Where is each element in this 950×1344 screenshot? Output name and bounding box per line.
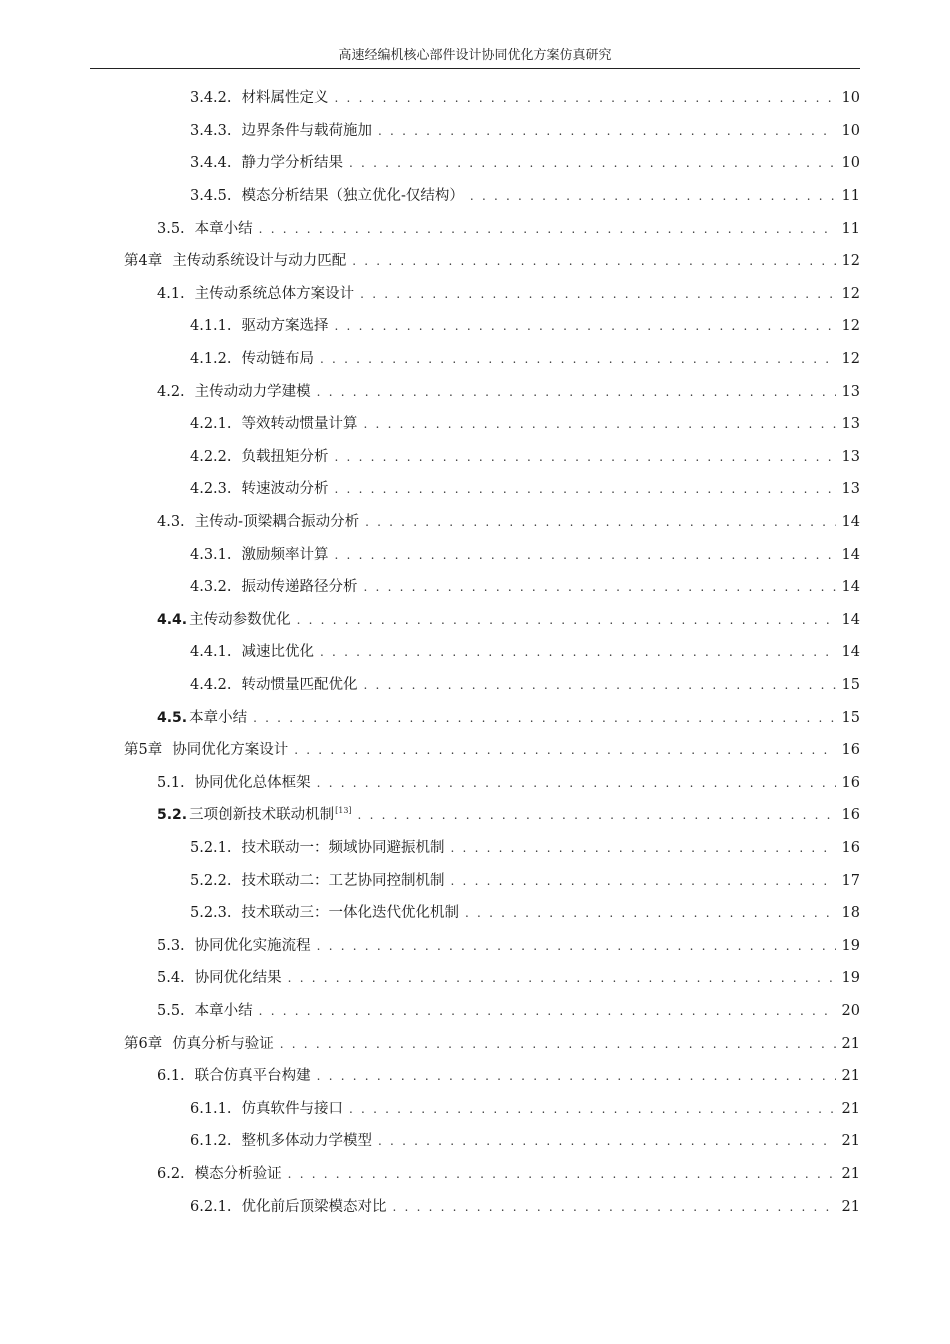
toc-number: 3.5.: [157, 221, 185, 237]
toc-page: 16: [841, 775, 860, 791]
toc-number: 4.1.1.: [190, 318, 232, 334]
toc-title: 联合仿真平台构建: [194, 1068, 311, 1084]
toc-entry[interactable]: [157, 1162, 860, 1190]
toc-title: 协同优化方案设计: [172, 742, 289, 758]
toc-title: 模态分析结果（独立优化-仅结构）: [241, 188, 464, 204]
toc-entry[interactable]: [190, 673, 860, 701]
toc-page: 18: [841, 905, 860, 921]
toc-number: 4.3.1.: [190, 547, 232, 563]
toc-entry[interactable]: [190, 640, 860, 668]
toc-title: 整机多体动力学模型: [241, 1133, 373, 1149]
toc-entry[interactable]: [157, 706, 860, 734]
toc-leader: [378, 124, 836, 138]
toc-entry[interactable]: [190, 901, 860, 929]
toc-entry[interactable]: [157, 282, 860, 310]
toc-page: 12: [841, 286, 860, 302]
toc-page: 13: [841, 416, 860, 432]
toc-leader: [358, 808, 836, 822]
toc-title: 本章小结: [189, 710, 248, 726]
toc-title: 协同优化结果: [194, 970, 282, 986]
toc-number: 5.5.: [157, 1003, 185, 1019]
toc-leader: [365, 515, 835, 529]
toc-page: 14: [841, 644, 860, 660]
toc-entry[interactable]: [157, 999, 860, 1027]
toc-title: 激励频率计算: [241, 547, 329, 563]
toc-page: 16: [841, 840, 860, 856]
toc-page: 11: [841, 188, 860, 204]
toc-number: 6.1.: [157, 1068, 185, 1084]
toc-number: 4.4.: [157, 612, 188, 628]
toc-leader: [465, 906, 836, 920]
toc-title: 优化前后顶梁模态对比: [241, 1199, 387, 1215]
toc-page: 21: [841, 1133, 860, 1149]
toc-page: 16: [841, 807, 860, 823]
toc-page: 10: [841, 123, 860, 139]
toc-title: 主传动-顶梁耦合振动分析: [194, 514, 360, 530]
toc-page: 21: [841, 1166, 860, 1182]
toc-title: 边界条件与载荷施加: [241, 123, 373, 139]
toc-leader: [364, 417, 836, 431]
toc-entry[interactable]: [124, 738, 860, 766]
toc-entry[interactable]: [190, 314, 860, 342]
toc-leader: [294, 743, 835, 757]
toc-page: 10: [841, 90, 860, 106]
toc-number: 3.4.5.: [190, 188, 232, 204]
toc-page: 14: [841, 612, 860, 628]
toc-page: 12: [841, 351, 860, 367]
toc-title: 转速波动分析: [241, 481, 329, 497]
toc-entry[interactable]: [190, 836, 860, 864]
toc-page: 14: [841, 514, 860, 530]
toc-entry[interactable]: [157, 803, 860, 831]
toc-page: 19: [841, 970, 860, 986]
toc-number: 5.3.: [157, 938, 185, 954]
toc-entry[interactable]: [157, 1064, 860, 1092]
toc-number: 3.4.3.: [190, 123, 232, 139]
toc-number: 4.5.: [157, 710, 188, 726]
toc-leader: [320, 352, 836, 366]
toc-title: 静力学分析结果: [241, 155, 344, 171]
toc-number: 6.1.1.: [190, 1101, 232, 1117]
toc-number: 3.4.2.: [190, 90, 232, 106]
toc-page: 11: [841, 221, 860, 237]
toc-title: 本章小结: [194, 221, 253, 237]
toc-leader: [288, 1167, 836, 1181]
toc-leader: [253, 711, 835, 725]
toc-number: 4.4.1.: [190, 644, 232, 660]
toc-entry[interactable]: [190, 869, 860, 897]
toc-leader: [393, 1200, 836, 1214]
toc-page: 12: [841, 318, 860, 334]
toc-title: 模态分析验证: [194, 1166, 282, 1182]
toc-title: 等效转动惯量计算: [241, 416, 358, 432]
toc-leader: [317, 385, 836, 399]
toc-page: 13: [841, 384, 860, 400]
toc-entry[interactable]: [190, 543, 860, 571]
toc-entry[interactable]: [157, 608, 860, 636]
toc-title: 转动惯量匹配优化: [241, 677, 358, 693]
toc-title: 主传动动力学建模: [194, 384, 311, 400]
toc-entry[interactable]: [190, 119, 860, 147]
toc-entry[interactable]: [190, 184, 860, 212]
toc-leader: [349, 156, 836, 170]
toc-entry[interactable]: [190, 445, 860, 473]
toc-leader: [378, 1134, 836, 1148]
toc-leader: [280, 1037, 836, 1051]
toc-title: 技术联动三：一体化迭代优化机制: [241, 905, 460, 921]
toc-entry[interactable]: [190, 412, 860, 440]
toc-title: 材料属性定义: [241, 90, 329, 106]
toc-entry[interactable]: [190, 575, 860, 603]
toc-entry[interactable]: [157, 934, 860, 962]
toc-number: 6.2.1.: [190, 1199, 232, 1215]
toc-page: 21: [841, 1036, 860, 1052]
toc-leader: [352, 254, 835, 268]
toc-entry[interactable]: [157, 966, 860, 994]
toc-page: 10: [841, 155, 860, 171]
toc-leader: [360, 287, 835, 301]
toc-number: 3.4.4.: [190, 155, 232, 171]
toc-entry[interactable]: [190, 347, 860, 375]
toc-entry[interactable]: [190, 1097, 860, 1125]
toc-title: 协同优化实施流程: [194, 938, 311, 954]
toc-leader: [317, 1069, 836, 1083]
toc-leader: [320, 645, 836, 659]
toc-entry[interactable]: [124, 1032, 860, 1060]
toc-entry[interactable]: [190, 1129, 860, 1157]
toc-page: 13: [841, 449, 860, 465]
toc-title: 仿真分析与验证: [172, 1036, 274, 1052]
toc-leader: [451, 841, 836, 855]
toc-leader: [470, 189, 836, 203]
toc-leader: [349, 1102, 836, 1116]
toc-leader: [451, 874, 836, 888]
toc-number: 6.1.2.: [190, 1133, 232, 1149]
toc-number: 5.2.: [157, 807, 188, 823]
toc-page: 15: [841, 710, 860, 726]
toc-title: 协同优化总体框架: [194, 775, 311, 791]
toc-number: 5.1.: [157, 775, 185, 791]
toc-leader: [259, 222, 836, 236]
toc-page: 16: [841, 742, 860, 758]
toc-number: 5.2.3.: [190, 905, 232, 921]
toc-number: 第5章: [124, 742, 163, 758]
toc-entry[interactable]: [190, 151, 860, 179]
toc-leader: [364, 580, 836, 594]
toc-leader: [335, 319, 836, 333]
toc-page: 17: [841, 873, 860, 889]
toc-leader: [364, 678, 836, 692]
toc-leader: [259, 1004, 836, 1018]
toc-number: 4.4.2.: [190, 677, 232, 693]
toc-number: 第6章: [124, 1036, 163, 1052]
toc-page: 13: [841, 481, 860, 497]
header-title: 高速经编机核心部件设计协同优化方案仿真研究: [338, 48, 612, 63]
toc-entry[interactable]: [190, 477, 860, 505]
page-header: [90, 44, 860, 69]
toc-number: 4.2.: [157, 384, 185, 400]
toc-leader: [335, 450, 836, 464]
toc-entry[interactable]: [157, 217, 860, 245]
toc-title: [189, 803, 351, 824]
toc-page: 21: [841, 1068, 860, 1084]
toc-number: 4.2.1.: [190, 416, 232, 432]
toc-number: 5.4.: [157, 970, 185, 986]
toc-title: 技术联动一：频域协同避振机制: [241, 840, 445, 856]
toc-title: 本章小结: [194, 1003, 253, 1019]
toc-number: 第4章: [124, 253, 163, 269]
toc-title: 仿真软件与接口: [241, 1101, 344, 1117]
toc-page: 20: [841, 1003, 860, 1019]
toc-entry[interactable]: [157, 380, 860, 408]
toc-leader: [335, 548, 836, 562]
toc-title: 主传动系统总体方案设计: [194, 286, 355, 302]
toc-number: 4.1.2.: [190, 351, 232, 367]
toc-page: 19: [841, 938, 860, 954]
toc-title: 技术联动二：工艺协同控制机制: [241, 873, 445, 889]
toc-number: 4.2.3.: [190, 481, 232, 497]
citation-ref[interactable]: [13]: [335, 806, 352, 815]
toc-entry[interactable]: [157, 771, 860, 799]
toc-leader: [335, 91, 836, 105]
toc-page: 12: [841, 253, 860, 269]
toc-title: 负载扭矩分析: [241, 449, 329, 465]
toc-number: 6.2.: [157, 1166, 185, 1182]
toc-leader: [317, 776, 836, 790]
toc-leader: [317, 939, 836, 953]
toc-title: 驱动方案选择: [241, 318, 329, 334]
toc-number: 4.3.2.: [190, 579, 232, 595]
toc-title: 主传动系统设计与动力匹配: [172, 253, 347, 269]
toc-title: 传动链布局: [241, 351, 315, 367]
toc-number: 4.2.2.: [190, 449, 232, 465]
toc-entry[interactable]: [190, 86, 860, 114]
toc-title-text: 三项创新技术联动机制: [189, 807, 335, 823]
toc-page: 21: [841, 1199, 860, 1215]
toc-page: 14: [841, 547, 860, 563]
toc-number: 4.1.: [157, 286, 185, 302]
toc-number: 5.2.1.: [190, 840, 232, 856]
toc-entry[interactable]: [190, 1195, 860, 1223]
toc-title: 振动传递路径分析: [241, 579, 358, 595]
toc-entry[interactable]: [124, 249, 860, 277]
toc-number: 5.2.2.: [190, 873, 232, 889]
toc-entry[interactable]: [157, 510, 860, 538]
toc-leader: [335, 482, 836, 496]
toc-page: 15: [841, 677, 860, 693]
toc-leader: [297, 613, 836, 627]
toc-number: 4.3.: [157, 514, 185, 530]
toc-page: 21: [841, 1101, 860, 1117]
toc-leader: [288, 971, 836, 985]
toc-title: 主传动参数优化: [189, 612, 291, 628]
toc-title: 减速比优化: [241, 644, 315, 660]
toc-page: 14: [841, 579, 860, 595]
